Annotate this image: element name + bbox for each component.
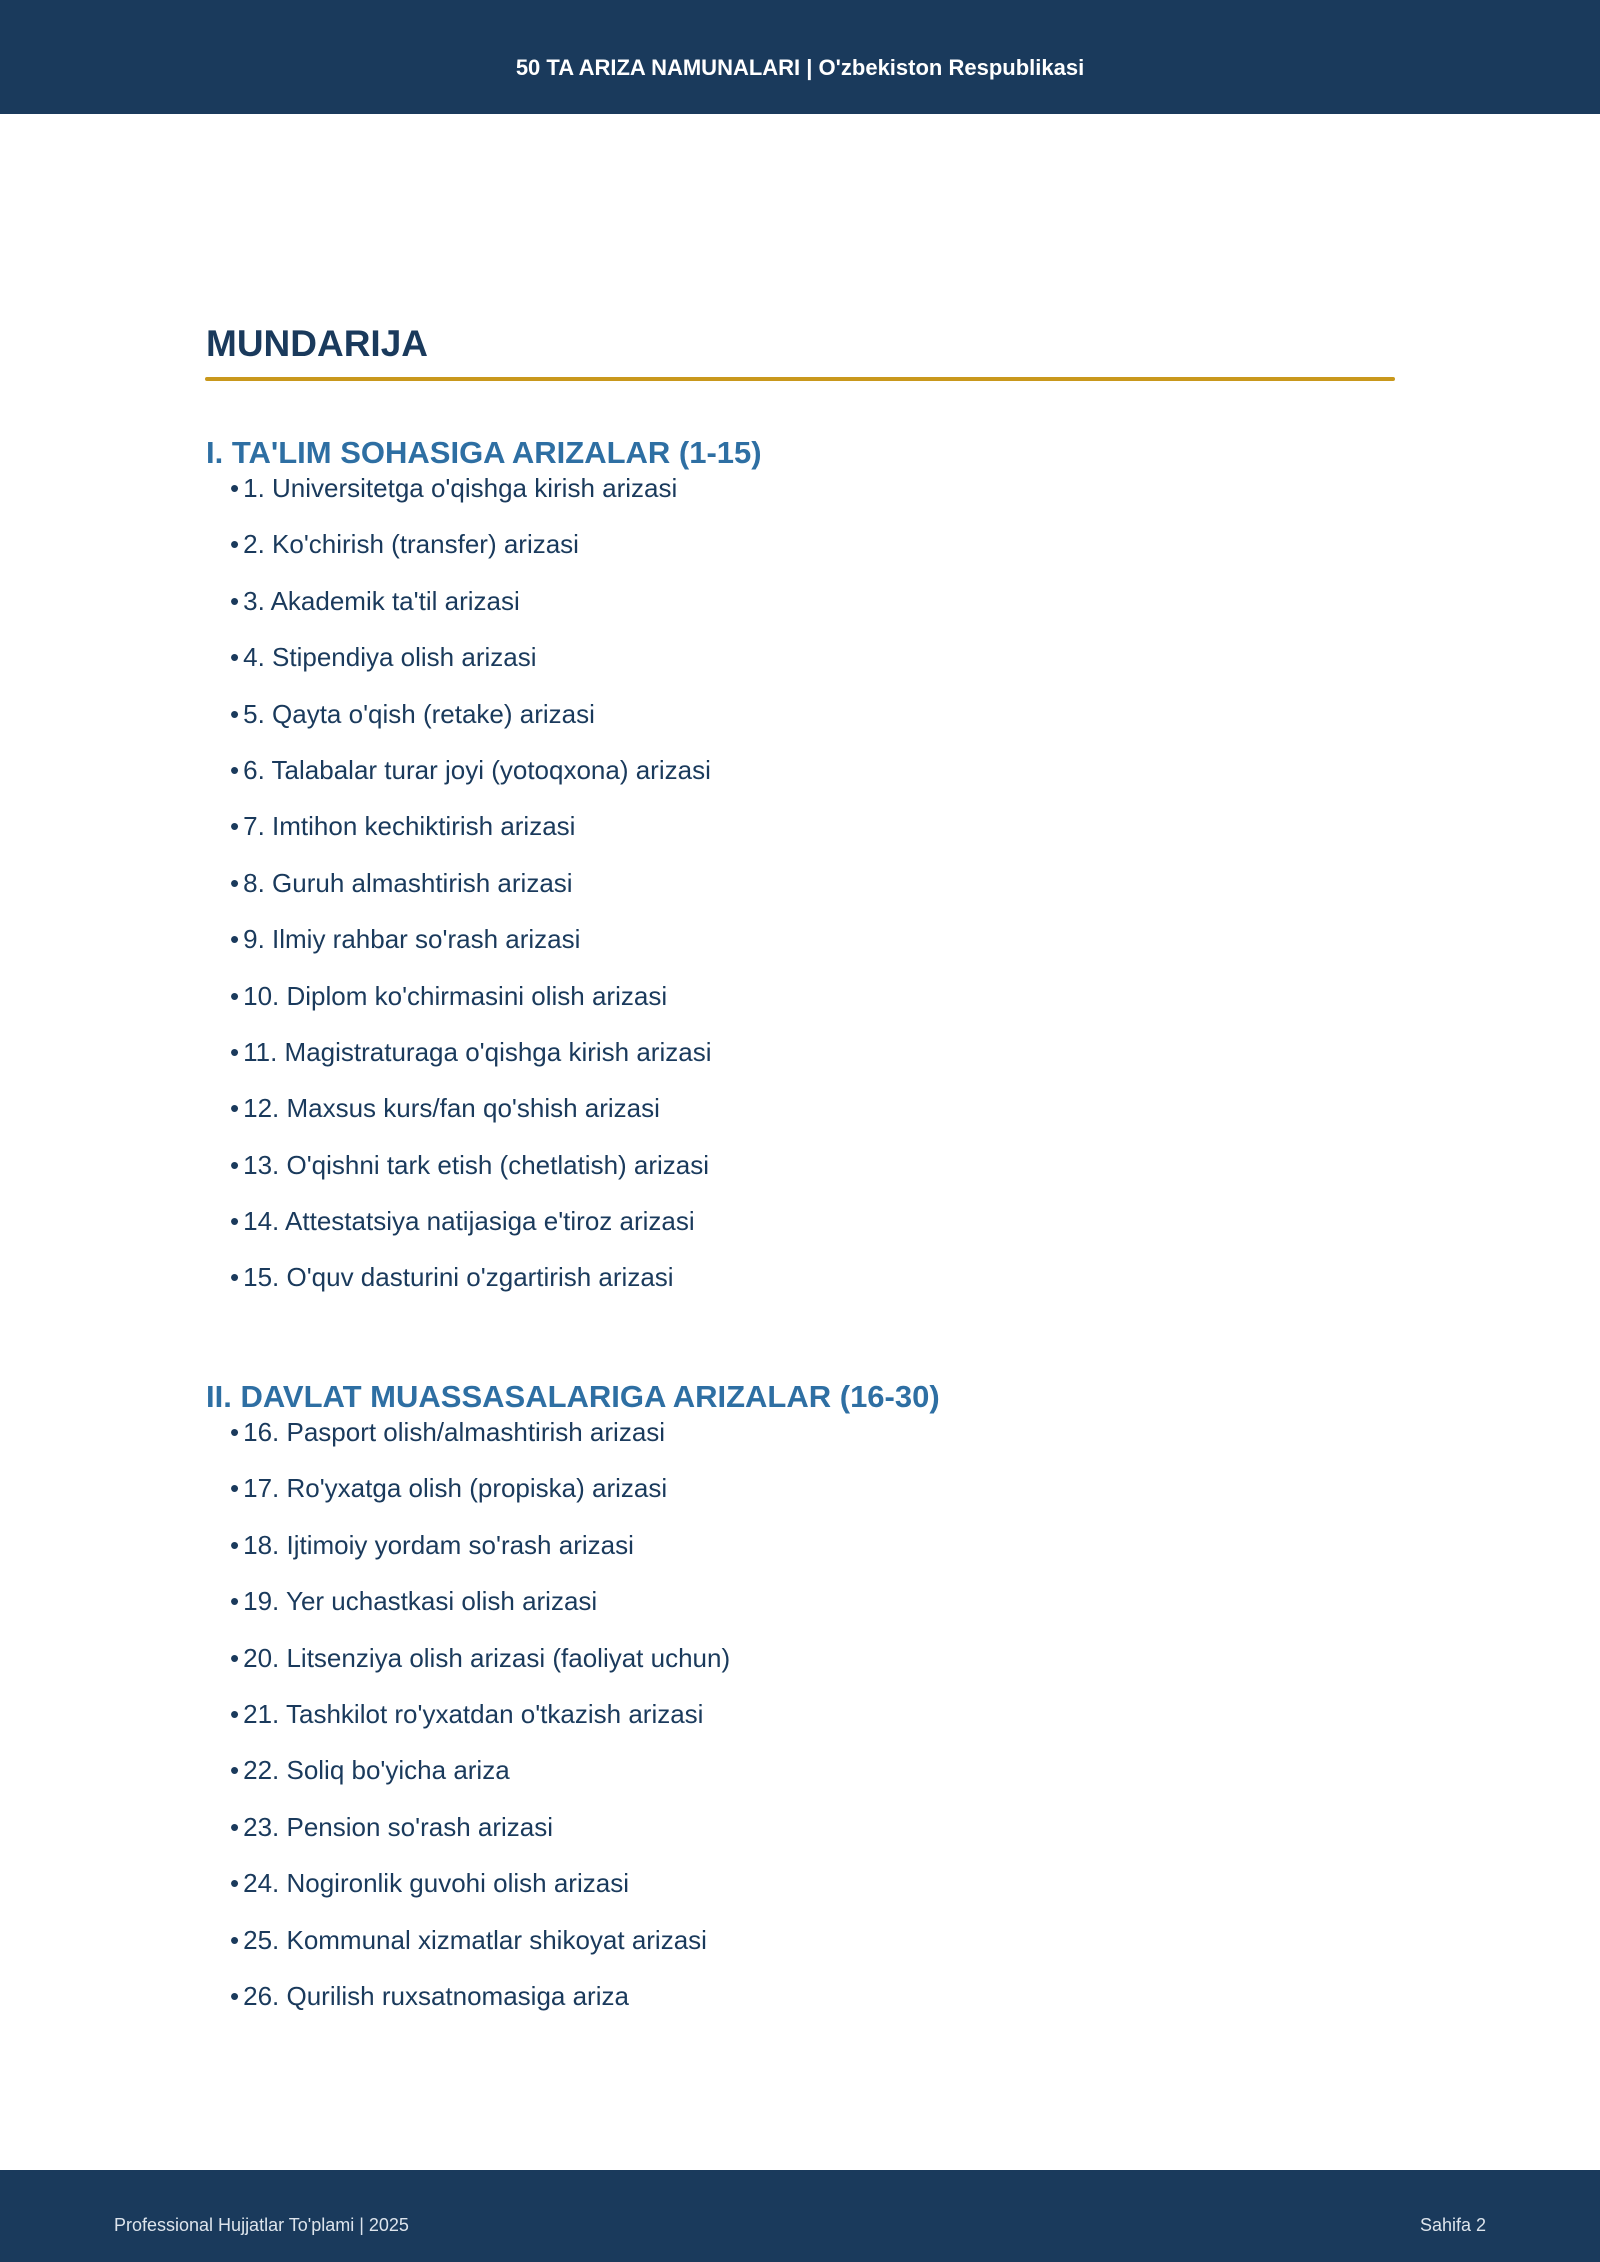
toc-item-label: 23. Pension so'rash arizasi [243, 1811, 554, 1842]
bullet-glyph: • [230, 980, 240, 1011]
toc-item-26 [230, 1981, 1406, 2037]
bullet-glyph: • [230, 754, 240, 785]
toc-item-label: 1. Universitetga o'qishga kirish arizasi [243, 473, 678, 503]
bullet-glyph: • [230, 698, 240, 729]
toc-item-3 [230, 586, 1406, 642]
toc-item-label: 17. Ro'yxatga olish (propiska) arizasi [243, 1473, 668, 1504]
toc-item-12 [230, 1093, 1406, 1149]
toc-list [206, 473, 1406, 1319]
toc-item-label: 7. Imtihon kechiktirish arizasi [243, 811, 576, 842]
toc-section-1 [206, 433, 1406, 1319]
bullet-glyph: • [230, 585, 240, 616]
title-underline [205, 377, 1395, 381]
bullet-glyph: • [230, 924, 240, 955]
toc-section-2 [206, 1377, 1406, 2037]
bullet-glyph: • [230, 1924, 240, 1955]
toc-item-15 [230, 1262, 1406, 1318]
bullet-glyph: • [230, 1417, 240, 1447]
toc-item-11 [230, 1037, 1406, 1093]
toc-item-label: 15. O'quv dasturini o'zgartirish arizasi [243, 1262, 674, 1293]
toc-item-label: 13. O'qishni tark etish (chetlatish) arizasi [243, 1149, 710, 1180]
toc-item-label: 26. Qurilish ruxsatnomasiga ariza [243, 1980, 629, 2011]
toc-item-19 [230, 1586, 1406, 1642]
toc-item-22 [230, 1755, 1406, 1811]
toc-item-23 [230, 1812, 1406, 1868]
toc-item-label: 19. Yer uchastkasi olish arizasi [243, 1586, 598, 1617]
bullet-glyph: • [230, 1262, 240, 1293]
toc-item-label: 14. Attestatsiya natijasiga e'tiroz arizasi [243, 1206, 695, 1237]
toc-item-label: 24. Nogironlik guvohi olish arizasi [243, 1868, 629, 1899]
toc-item-18 [230, 1530, 1406, 1586]
header-title: 50 TA ARIZA NAMUNALARI | O'zbekiston Respublikasi [515, 55, 1085, 80]
toc-item-label: 9. Ilmiy rahbar so'rash arizasi [243, 924, 581, 955]
bullet-glyph: • [230, 1093, 240, 1124]
toc-item-14 [230, 1206, 1406, 1262]
toc-item-5 [230, 699, 1406, 755]
bullet-glyph: • [230, 1642, 240, 1673]
toc-item-17 [230, 1473, 1406, 1529]
bullet-glyph: • [230, 1586, 240, 1617]
bullet-glyph: • [230, 1698, 240, 1729]
toc-item-label: 8. Guruh almashtirish arizasi [243, 867, 573, 898]
toc-item-label: 16. Pasport olish/almashtirish arizasi [243, 1417, 666, 1447]
toc-item-label: 10. Diplom ko'chirmasini olish arizasi [243, 980, 668, 1011]
toc-list [206, 1417, 1406, 2037]
toc-item-label: 12. Maxsus kurs/fan qo'shish arizasi [243, 1093, 660, 1124]
bullet-glyph: • [230, 1755, 240, 1786]
toc-item-label: 5. Qayta o'qish (retake) arizasi [243, 698, 595, 729]
toc-item-label: 3. Akademik ta'til arizasi [243, 585, 520, 616]
toc-item-label: 25. Kommunal xizmatlar shikoyat arizasi [243, 1924, 707, 1955]
toc-item-16 [230, 1417, 1406, 1473]
toc-item-label: 18. Ijtimoiy yordam so'rash arizasi [243, 1529, 634, 1560]
toc-item-20 [230, 1643, 1406, 1699]
toc-item-label: 2. Ko'chirish (transfer) arizasi [243, 529, 579, 560]
toc-item-label: 21. Tashkilot ro'yxatdan o'tkazish arizasi [243, 1698, 704, 1729]
bullet-glyph: • [230, 1868, 240, 1899]
bullet-glyph: • [230, 1473, 240, 1504]
toc-item-4 [230, 642, 1406, 698]
bullet-glyph: • [230, 529, 240, 560]
bullet-glyph: • [230, 1206, 240, 1237]
toc-item-label: 20. Litsenziya olish arizasi (faoliyat uchun) [243, 1642, 731, 1673]
bullet-glyph: • [230, 811, 240, 842]
page-title: MUNDARIJA [206, 323, 428, 364]
toc-item-8 [230, 868, 1406, 924]
toc-item-21 [230, 1699, 1406, 1755]
page-number: Sahifa 2 [1419, 2215, 1486, 2235]
toc-item-6 [230, 755, 1406, 811]
toc-item-label: 4. Stipendiya olish arizasi [243, 642, 537, 673]
section-title: II. DAVLAT MUASSASALARIGA ARIZALAR (16-30) [206, 1379, 940, 1414]
bullet-glyph: • [230, 1036, 240, 1067]
bullet-glyph: • [230, 1811, 240, 1842]
toc-item-25 [230, 1925, 1406, 1981]
bullet-glyph: • [230, 1980, 240, 2011]
toc-item-13 [230, 1150, 1406, 1206]
bullet-glyph: • [230, 1529, 240, 1560]
toc-item-2 [230, 529, 1406, 585]
bullet-glyph: • [230, 642, 240, 673]
toc-item-10 [230, 981, 1406, 1037]
toc-item-label: 22. Soliq bo'yicha ariza [243, 1755, 510, 1786]
toc-item-label: 11. Magistraturaga o'qishga kirish arizasi [243, 1036, 712, 1067]
bullet-glyph: • [230, 473, 240, 503]
toc-item-label: 6. Talabalar turar joyi (yotoqxona) arizasi [243, 754, 711, 785]
toc-item-24 [230, 1868, 1406, 1924]
footer-collection-label: Professional Hujjatlar To'plami | 2025 [114, 2215, 409, 2235]
toc-item-1 [230, 473, 1406, 529]
bullet-glyph: • [230, 867, 240, 898]
toc-item-9 [230, 924, 1406, 980]
section-title: I. TA'LIM SOHASIGA ARIZALAR (1-15) [206, 435, 762, 470]
toc-item-7 [230, 811, 1406, 867]
bullet-glyph: • [230, 1149, 240, 1180]
